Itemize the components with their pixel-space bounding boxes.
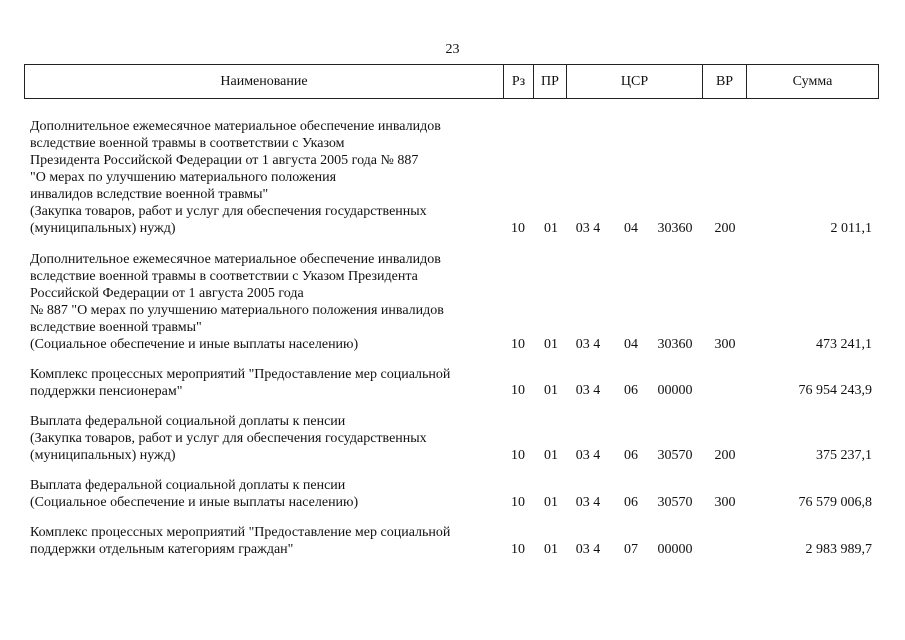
row-csr-program: 03 4: [575, 495, 601, 510]
row-name: Комплекс процессных мероприятий "Предоставление мер социальной поддержки пенсионерам": [30, 367, 451, 399]
row-pr: 01: [544, 542, 558, 557]
row-csr-program: 03 4: [575, 337, 601, 352]
row-sum: 2 011,1: [830, 221, 872, 236]
row-pr: 01: [544, 337, 558, 352]
row-pr: 01: [544, 221, 558, 236]
row-rz: 10: [511, 337, 525, 352]
row-csr-subprogram: 04: [624, 221, 638, 236]
row-sum: 76 579 006,8: [798, 495, 872, 510]
row-vr: 200: [714, 448, 736, 463]
table-header: [24, 64, 879, 99]
row-csr-subprogram: 06: [624, 383, 638, 398]
row-rz: 10: [511, 448, 525, 463]
row-sum: 375 237,1: [816, 448, 872, 463]
row-sum: 76 954 243,9: [798, 383, 872, 398]
row-csr-program: 03 4: [575, 383, 601, 398]
row-csr-code: 00000: [657, 542, 693, 557]
row-sum: 473 241,1: [816, 337, 872, 352]
row-vr: 300: [714, 495, 736, 510]
row-rz: 10: [511, 495, 525, 510]
row-rz: 10: [511, 542, 525, 557]
row-csr-code: 00000: [657, 383, 693, 398]
row-pr: 01: [544, 383, 558, 398]
header-rz: Рз: [504, 65, 534, 98]
header-name: Наименование: [25, 65, 504, 98]
row-name: Выплата федеральной социальной доплаты к пенсии (Закупка товаров, работ и услуг для обеспечения государственных (муниципальных) нужд): [30, 414, 427, 463]
header-pr: ПР: [534, 65, 567, 98]
page-number: 23: [445, 42, 460, 57]
row-csr-code: 30360: [657, 337, 693, 352]
header-csr: ЦСР: [567, 65, 703, 98]
row-vr: 200: [714, 221, 736, 236]
header-vr: ВР: [703, 65, 747, 98]
header-sum: Сумма: [792, 74, 833, 89]
row-csr-subprogram: 06: [624, 495, 638, 510]
row-vr: 300: [714, 337, 736, 352]
row-pr: 01: [544, 448, 558, 463]
row-csr-subprogram: 06: [624, 448, 638, 463]
row-csr-program: 03 4: [575, 448, 601, 463]
row-rz: 10: [511, 383, 525, 398]
row-name: Дополнительное ежемесячное материальное обеспечение инвалидов вследствие военной травмы в соответствии с Указом Президента Российской Федерации от 1 августа 2005 года № 887 "О мерах по улучшению материального положения инвалидов вследствие военной травмы" (Закупка товаров, работ и услуг для обеспечения государственных (муниципальных) нужд): [30, 119, 441, 236]
row-rz: 10: [511, 221, 525, 236]
row-name: Выплата федеральной социальной доплаты к пенсии (Социальное обеспечение и иные выплаты населению): [30, 478, 359, 510]
row-csr-code: 30360: [657, 221, 693, 236]
row-csr-code: 30570: [657, 448, 693, 463]
row-csr-program: 03 4: [575, 221, 601, 236]
row-name: Комплекс процессных мероприятий "Предоставление мер социальной поддержки отдельным категориям граждан": [30, 525, 451, 557]
row-csr-program: 03 4: [575, 542, 601, 557]
row-csr-code: 30570: [657, 495, 693, 510]
row-csr-subprogram: 07: [624, 542, 638, 557]
row-name: Дополнительное ежемесячное материальное обеспечение инвалидов вследствие военной травмы в соответствии с Указом Президента Российской Федерации от 1 августа 2005 года № 887 "О мерах по улучшению материального положения инвалидов вследствие военной травмы" (Социальное обеспечение и иные выплаты населению): [30, 252, 444, 352]
row-pr: 01: [544, 495, 558, 510]
row-csr-subprogram: 04: [624, 337, 638, 352]
row-sum: 2 983 989,7: [805, 542, 872, 557]
